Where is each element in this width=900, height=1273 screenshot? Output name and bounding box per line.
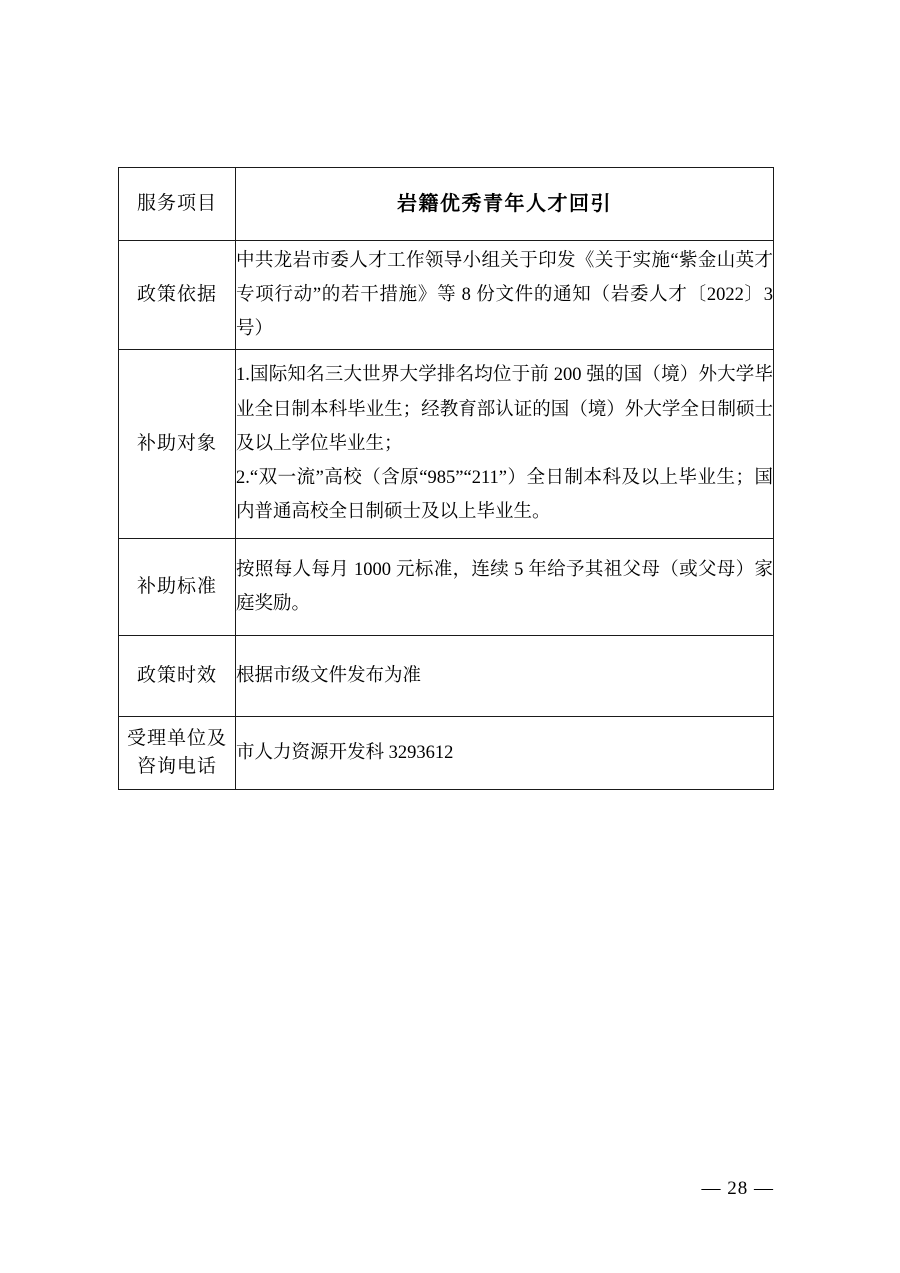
table-row [119,241,774,350]
row-value-subsidy-standard: 按照每人每月 1000 元标准，连续 5 年给予其祖父母（或父母）家庭奖励。 [236,539,774,636]
page-number: — 28 — [701,1178,774,1199]
table-row [119,168,774,241]
subsidy-target-item-1: 1.国际知名三大世界大学排名均位于前 200 强的国（境）外大学毕业全日制本科毕业生；经教育部认证的国（境）外大学全日制硕士及以上学位毕业生； [236,365,773,454]
row-label-policy-validity: 政策时效 [119,636,236,717]
row-value-policy-validity: 根据市级文件发布为准 [236,636,774,717]
table-row [119,539,774,636]
row-value-service-item: 岩籍优秀青年人才回引 [236,168,774,241]
handling-unit-label-line2: 咨询电话 [136,756,217,777]
row-value-handling-unit: 市人力资源开发科 3293612 [236,717,774,790]
table-row [119,717,774,790]
policy-table [118,167,774,790]
row-value-policy-basis: 中共龙岩市委人才工作领导小组关于印发《关于实施“紫金山英才专项行动”的若干措施》等 8 份文件的通知（岩委人才〔2022〕3 号） [236,241,774,350]
handling-unit-label-line1: 受理单位及 [126,727,227,749]
row-label-handling-unit [119,717,236,790]
row-value-subsidy-target [236,350,774,539]
row-label-service-item: 服务项目 [119,168,236,241]
table-row [119,636,774,717]
subsidy-target-item-2: 2.“双一流”高校（含原“985”“211”）全日制本科及以上毕业生；国内普通高校全日制硕士及以上毕业生。 [236,468,773,523]
row-label-subsidy-standard: 补助标准 [119,539,236,636]
table-row [119,350,774,539]
row-label-policy-basis: 政策依据 [119,241,236,350]
row-label-subsidy-target: 补助对象 [119,350,236,539]
